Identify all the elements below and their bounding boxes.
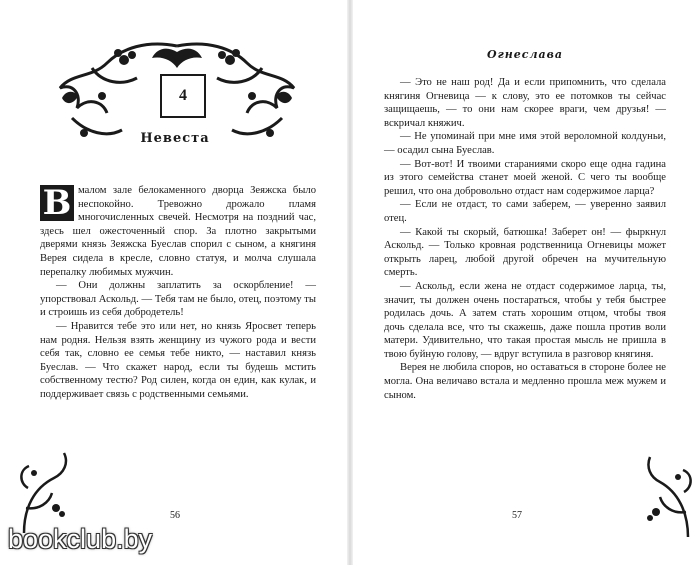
- chapter-title: Невеста: [140, 131, 210, 146]
- paragraph: — Вот-вот! И твоими стараниями скоро еще одна гадина из этого семейства станет моей женой. С чего ты вообще решил, что она добровольно отдаст нам содержимое ларца?: [384, 158, 666, 197]
- chapter-number: 4: [160, 74, 206, 118]
- paragraph: Верея не любила споров, но оставаться в стороне более не могла. Она величаво встала и медленно прошла меж мужем и сыном.: [384, 362, 666, 401]
- right-page: [350, 0, 700, 565]
- paragraph: — Не упоминай при мне имя этой вероломной колдуньи, — осадил сына Буеслав.: [384, 131, 666, 156]
- corner-ornament-icon: [642, 452, 698, 542]
- running-head: Огнеслава: [486, 48, 563, 61]
- paragraph: — Если не отдаст, то сами заберем, — уверенно заявил отец.: [384, 199, 666, 224]
- paragraph: — Это не наш род! Да и если припомнить, что сделала княгиня Огневица — к слову, это ее потомков ты сейчас защищаешь, — то они нам скорее враги, чем друзья! — вскричал княжич.: [384, 77, 666, 129]
- watermark: bookclub.by: [8, 524, 153, 554]
- page-number: 57: [512, 510, 522, 521]
- right-page-text: [384, 76, 666, 402]
- left-page-text: [40, 184, 316, 402]
- drop-cap: В: [40, 185, 74, 221]
- paragraph: — Аскольд, если жена не отдаст содержимое ларца, ты, значит, ты должен очень постараться, чтобы у тебя быстрее родилась дочь. А затем стать хорошим отцом, чтобы твоя дочь сделала все, что ты скажешь, даже пошла против воли матери. Удивительно, что такая простая мысль не пришла в твою буйную голову, — вдруг вступила в разговор княгиня.: [384, 280, 666, 360]
- paragraph: В малом зале белокаменного дворца Зеяжска было неспокойно. Тревожно дрожало пламя многочисленных свечей. Несмотря на поздний час, здесь шел ожесточенный спор. За плотно закрытыми дверями князь Зеяжска Буеслав спорил с сыном, а княгиня Верея сидела в кресле, словно статуя, и молча слушала перепалку любимых мужчин.: [40, 183, 316, 278]
- page-number: 56: [170, 510, 180, 521]
- paragraph: — Они должны заплатить за оскорбление! — упорствовал Аскольд. — Тебя там не было, отец, поэтому ты и строишь из себя добродетель!: [40, 280, 316, 319]
- paragraph: — Какой ты скорый, батюшка! Заберет он! — фыркнул Аскольд. — Только кровная родственница Огневицы может открыть ларец, любой другой обречен на мучительную смерть.: [384, 226, 666, 279]
- paragraph: — Нравится тебе это или нет, но князь Яросвет теперь нам родня. Нельзя взять женщину из чужого рода и вести себя так, словно ее семья тебе никто, — наставил князь Буеслав. — Что скажет народ, если ты будешь мстить собственному тестю? Род силен, когда он един, как кулак, и поддерживает связь с родственными семьями.: [40, 320, 316, 400]
